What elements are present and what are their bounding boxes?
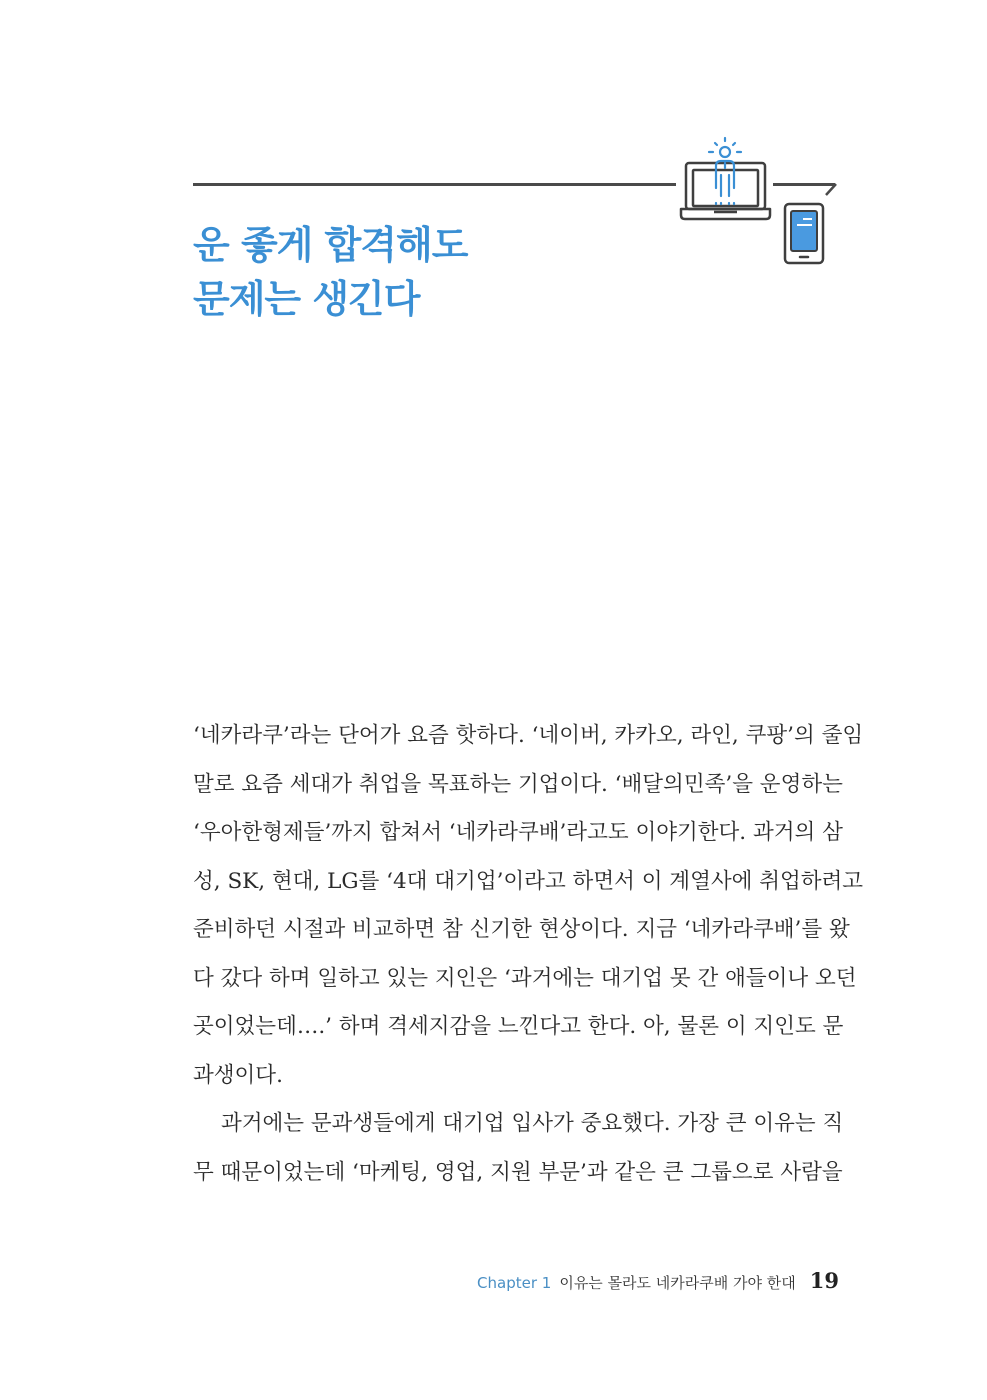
- smartphone-icon: [785, 204, 823, 263]
- page-footer: [477, 1268, 839, 1292]
- rule-end-tick-icon: [826, 184, 836, 195]
- body-line: 말로 요즘 세대가 취업을 목표하는 기업이다. ‘배달의민족’을 운영하는: [193, 771, 843, 797]
- body-line: 성, SK, 현대, LG를 ‘4대 대기업’이라고 하면서 이 계열사에 취업하려고: [193, 868, 864, 894]
- page-title: [193, 218, 467, 326]
- body-line: ‘우아한형제들’까지 합쳐서 ‘네카라쿠배’라고도 이야기한다. 과거의 삼: [193, 820, 843, 845]
- body-line: 과거에는 문과생들에게 대기업 입사가 중요했다. 가장 큰 이유는 직: [221, 1111, 844, 1136]
- header-illustration: [670, 125, 850, 270]
- title-line-1: 운 좋게 합격해도: [193, 223, 468, 267]
- footer-chapter-title: 이유는 몰라도 네카라쿠배 가야 한대: [559, 1274, 796, 1292]
- footer-chapter-label: Chapter 1: [477, 1274, 552, 1292]
- page-number: 19: [809, 1268, 839, 1293]
- body-line: 다 갔다 하며 일하고 있는 지인은 ‘과거에는 대기업 못 간 애들이나 오던: [193, 965, 857, 991]
- header-rule-left: [193, 183, 676, 186]
- body-line: 곳이었는데….’ 하며 격세지감을 느낀다고 한다. 아, 물론 이 지인도 문: [193, 1014, 844, 1039]
- title-line-2: 문제는 생긴다: [193, 277, 420, 321]
- body-line: 과생이다.: [193, 1062, 283, 1088]
- body-line: 무 때문이었는데 ‘마케팅, 영업, 지원 부문’과 같은 큰 그룹으로 사람을: [193, 1159, 843, 1185]
- laptop-icon: [681, 163, 770, 219]
- body-line: 준비하던 시절과 비교하면 참 신기한 현상이다. 지금 ‘네카라쿠배’를 왔: [193, 917, 850, 942]
- body-paragraphs: [193, 712, 864, 1197]
- body-line: ‘네카라쿠’라는 단어가 요즘 핫하다. ‘네이버, 카카오, 라인, 쿠팡’의 줄임: [193, 723, 864, 748]
